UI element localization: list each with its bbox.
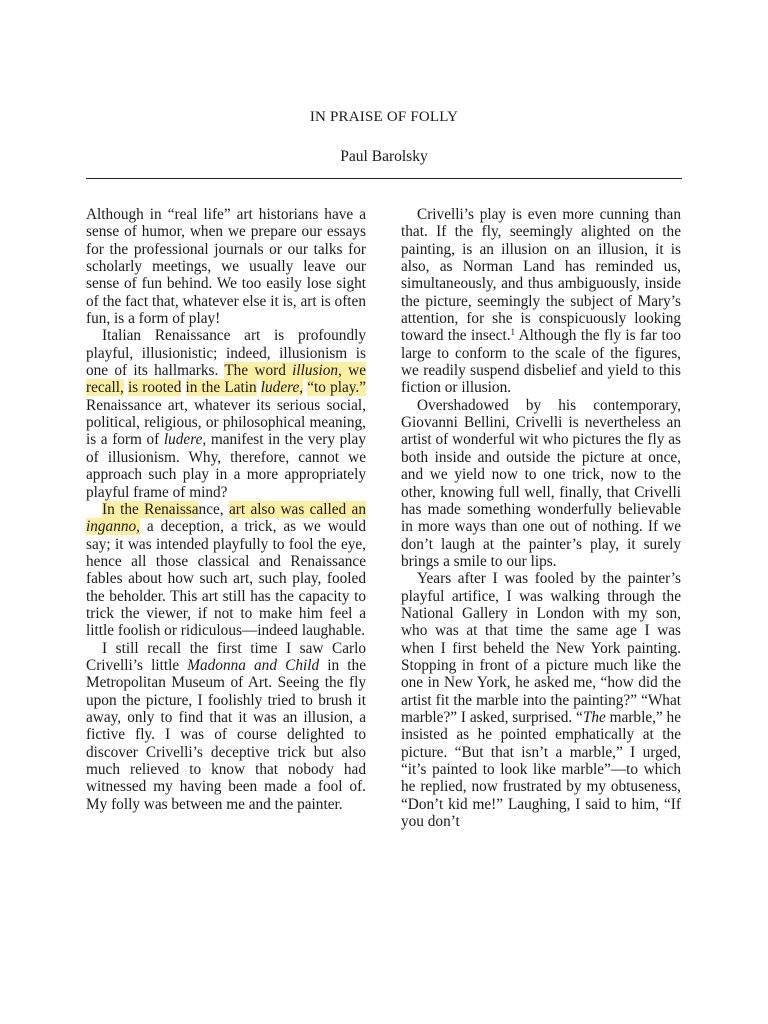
article-author: Paul Barolsky (340, 148, 428, 165)
paragraph-7: Years after I was fooled by the painter’s playful artifice, I was walking through the National Gallery in London with my son, who was at that time the same age I was when I first beheld the New York painting. Stopping in front of a picture much like the one in New York, he asked me, “how did the artist fit the marble into the painting?” “What marble?” I asked, surprised. “The marble,” he insisted as he pointed emphatically at the picture. “But that isn’t a marble,” I urged, “it’s painted to look like marble”—to which he replied, now frustrated by my obtuseness, “Don’t kid me!” Laughing, I said to him, “If you don’t (401, 570, 681, 831)
right-column (401, 206, 681, 830)
left-column (86, 206, 366, 813)
highlight: The word illusion, we recall, (86, 362, 367, 397)
paragraph-1 (86, 206, 366, 327)
paragraph-6: Overshadowed by his contemporary, Giovanni Bellini, Crivelli is nevertheless an artist of wonderful wit who pictures the fly as both inside and outside the picture at once, and we yield now to one trick, now to the other, knowing full well, finally, that Crivelli has made something wonderfully believable in more ways than one out of nothing. If we don’t laugh at the painter’s play, it surely brings a smile to our lips. (401, 396, 681, 570)
paragraph-2: Italian Renaissance art is profoundly playful, illusionistic; indeed, illusionism is one of its hallmarks. The word illusion, we recall, is rooted in the Latin ludere, “to play.” Renaissance art, whatever its serious social, political, religious, or philosophical meaning, is a form of ludere, manifest in the very play of illusionism. Why, therefore, cannot we approach such play in a more appropriately playful frame of mind? (86, 327, 367, 501)
highlight: ludere, (260, 379, 304, 397)
highlight: art also was called an (228, 500, 366, 518)
highlight: “to play.” (307, 379, 367, 397)
highlight: is rooted (127, 379, 182, 397)
paragraph-3: In the Renaissance, art also was called an inganno, a deception, a trick, as we would say; it was intended playfully to fool the eye, hence all those classical and Renaissance fables about how such art, such play, fooled the beholder. This art still has the capacity to trick the viewer, if not to make him feel a little foolish or ridiculous—indeed laughable. (86, 500, 366, 640)
article-title: IN PRAISE OF FOLLY (309, 109, 459, 125)
footnote-marker[interactable]: 1 (510, 327, 516, 338)
paragraph-text: Although in “real life” art historians have a sense of humor, when we prepare our essays for the professional journals or our talks for scholarly meetings, we usually leave our sense of fun behind. We too easily lose sight of the fact that, whatever else it is, art is often fun, is a form of play! (86, 206, 366, 328)
paragraph-5: Crivelli’s play is even more cunning than that. If the fly, seemingly alighted on the painting, is an illusion on an illusion, it is also, as Norman Land has reminded us, simultaneously, and thus ambiguously, inside the picture, seemingly the subject of Mary’s attention, for she is conspicuously looking toward the insect.$^1$ Although the fly is far too large to conform to the scale of the figures, we readily suspend disbelief and yield to this fiction or illusion. (401, 206, 681, 397)
highlight: in the Latin (185, 379, 257, 397)
highlight: In the Renaissa (102, 500, 199, 518)
header-rule (86, 178, 682, 179)
paragraph-4: I still recall the first time I saw Carlo Crivelli’s little Madonna and Child in the Metropolitan Museum of Art. Seeing the fly upon the picture, I foolishly tried to brush it away, only to find that it was an illusion, a fictive fly. I was of course delighted to discover Crivelli’s deceptive trick but also much relieved to know that nobody had witnessed my having been made a fool of. My folly was between me and the painter. (86, 639, 366, 813)
highlight: inganno, (86, 518, 140, 536)
